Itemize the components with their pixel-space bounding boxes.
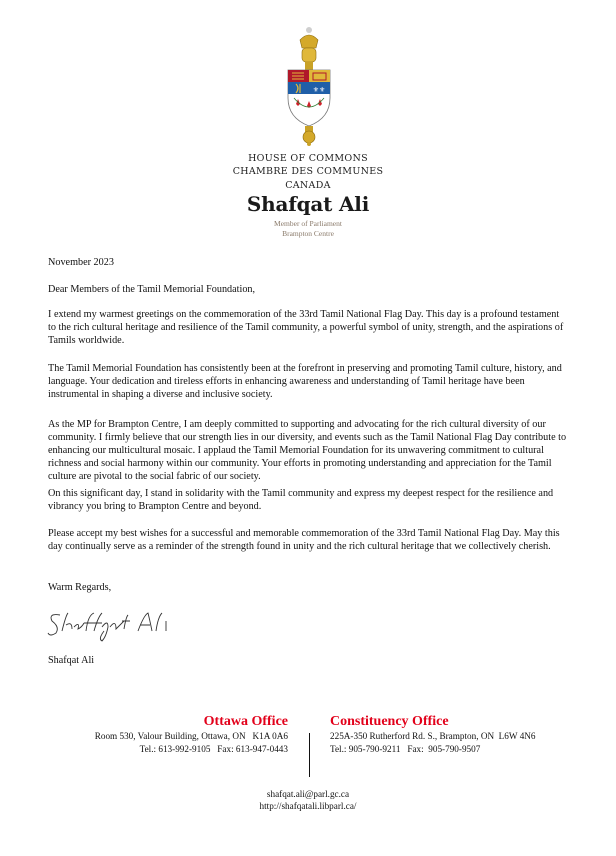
institution-name-fr: CHAMBRE DES COMMUNES: [232, 166, 384, 177]
house-of-commons-crest-icon: [280, 26, 338, 146]
salutation: Dear Members of the Tamil Memorial Foundation,: [48, 284, 256, 295]
ottawa-phones: Tel.: 613-992-9105 Fax: 613-947-0443: [139, 744, 288, 754]
constituency-phones: Tel.: 905-790-9211 Fax: 905-790-9507: [330, 744, 481, 754]
paragraph-text: The Tamil Memorial Foundation has consistently been at the forefront in preserving and promoting Tamil culture, history, and language. Your dedication and tireless efforts in enhancing awareness and understanding of Tamil heritage have been instrumental in shaping a diverse and inclusive society.: [48, 363, 562, 400]
paragraph-4: [48, 487, 568, 513]
handwritten-signature-icon: [46, 605, 176, 643]
paragraph-text: As the MP for Brampton Centre, I am deeply committed to supporting and advocating for the rich cultural diversity of our community. I firmly believe that our strength lies in our diversity, and events such as the Tamil National Flag Day contribute to enhancing our multicultural mosaic. I applaud the Tamil Memorial Foundation for its unwavering commitment to cultural richness and social harmony within our community. Your efforts in promoting understanding and appreciation for the Tamil culture are pivotal to the social fabric of our society.: [48, 419, 567, 482]
letter-date: November 2023: [48, 257, 114, 268]
closing: Warm Regards,: [48, 582, 112, 593]
website-link[interactable]: http://shafqatali.libparl.ca/: [259, 801, 357, 811]
country-name: CANADA: [285, 180, 331, 191]
svg-text:⚜⚜: ⚜⚜: [312, 86, 326, 94]
paragraph-text: On this significant day, I stand in solidarity with the Tamil community and express my deepest respect for the resilience and vibrancy you bring to Brampton Centre and beyond.: [48, 488, 554, 512]
paragraph-2: [48, 362, 568, 401]
office-divider: [309, 733, 310, 777]
ottawa-address: Room 530, Valour Building, Ottawa, ON K1A 0A6: [94, 731, 288, 741]
ottawa-office-title: Ottawa Office: [203, 714, 288, 729]
constituency-office: [330, 714, 536, 756]
email-link[interactable]: shafqat.ali@parl.gc.ca: [266, 789, 350, 799]
paragraph-5: [48, 527, 568, 553]
mp-title: Member of Parliament: [274, 219, 342, 228]
mp-name: Shafqat Ali: [246, 192, 370, 216]
paragraph-text: Please accept my best wishes for a successful and memorable commemoration of the 33rd Tamil National Flag Day. May this day continually serve as a reminder of the strength found in unity and the rich cultural heritage that we collectively cherish.: [48, 528, 560, 552]
paragraph-3: [48, 418, 568, 483]
constituency-address: 225A-350 Rutherford Rd. S., Brampton, ON L6W 4N6: [330, 731, 536, 741]
constituency-office-title: Constituency Office: [330, 714, 449, 729]
institution-name-en: HOUSE OF COMMONS: [248, 153, 368, 164]
riding-name: Brampton Centre: [282, 229, 334, 238]
paragraph-text: I extend my warmest greetings on the commemoration of the 33rd Tamil National Flag Day. This day is a profound testament to the rich cultural heritage and resilience of the Tamil community, a powerful symbol of unity, strength, and the aspirations of Tamils worldwide.: [48, 309, 564, 346]
ottawa-office: [95, 714, 288, 756]
paragraph-1: [48, 308, 568, 347]
signatory-name: Shafqat Ali: [48, 655, 95, 666]
